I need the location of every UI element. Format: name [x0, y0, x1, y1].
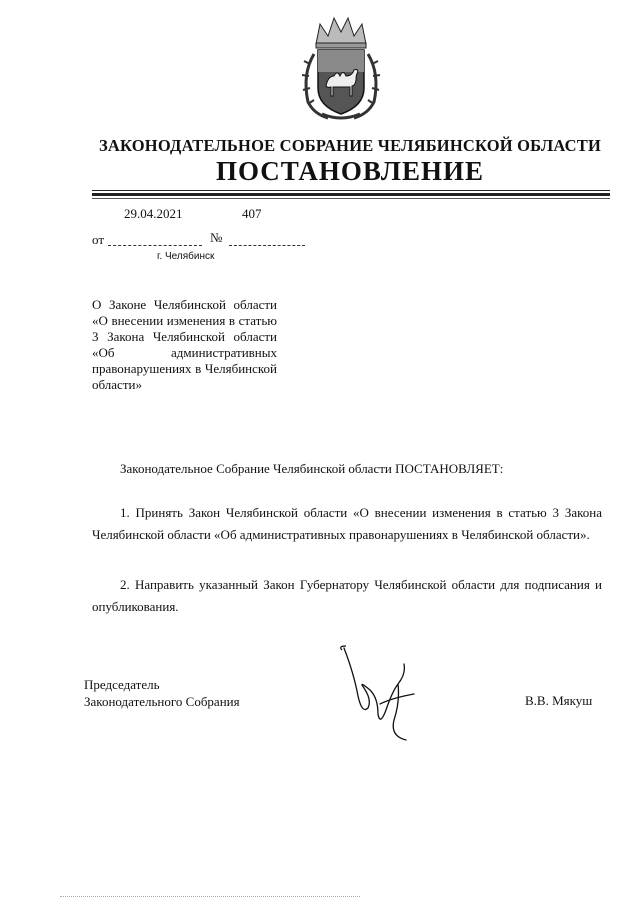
document-subject: О Законе Челябинской области «О внесении изменения в статью 3 Закона Челябинской области «Об административных правонарушениях в Челябинской области»	[92, 297, 277, 392]
coat-of-arms-icon	[300, 14, 382, 124]
date-underline	[108, 245, 202, 246]
header-divider-thick	[92, 193, 610, 196]
registration-date: 29.04.2021	[124, 206, 183, 221]
number-underline	[229, 245, 305, 246]
signer-position-line-2: Законодательного Собрания	[84, 694, 240, 709]
city-label: г. Челябинск	[157, 251, 215, 262]
footer-scan-line	[60, 896, 360, 897]
signature-icon	[334, 644, 430, 744]
resolution-item-2: 2. Направить указанный Закон Губернатору Челябинской области для подписания и опубликования.	[92, 577, 602, 614]
signer-position	[84, 676, 240, 710]
registration-number: 407	[242, 206, 262, 221]
number-label: №	[210, 230, 223, 245]
preamble: Законодательное Собрание Челябинской области ПОСТАНОВЛЯЕТ:	[120, 461, 504, 476]
header-divider-thin	[92, 190, 610, 191]
resolution-item-1: 1. Принять Закон Челябинской области «О внесении изменения в статью 3 Закона Челябинской области «Об административных правонарушениях в Челябинской области».	[92, 505, 602, 542]
header-divider-thin-lower	[92, 198, 610, 199]
organization-name: ЗАКОНОДАТЕЛЬНОЕ СОБРАНИЕ ЧЕЛЯБИНСКОЙ ОБЛАСТИ	[98, 136, 602, 155]
document-title: ПОСТАНОВЛЕНИЕ	[215, 156, 485, 186]
signer-position-line-1: Председатель	[84, 677, 160, 692]
signer-name: В.В. Мякуш	[525, 693, 593, 708]
date-label: от	[92, 232, 105, 247]
